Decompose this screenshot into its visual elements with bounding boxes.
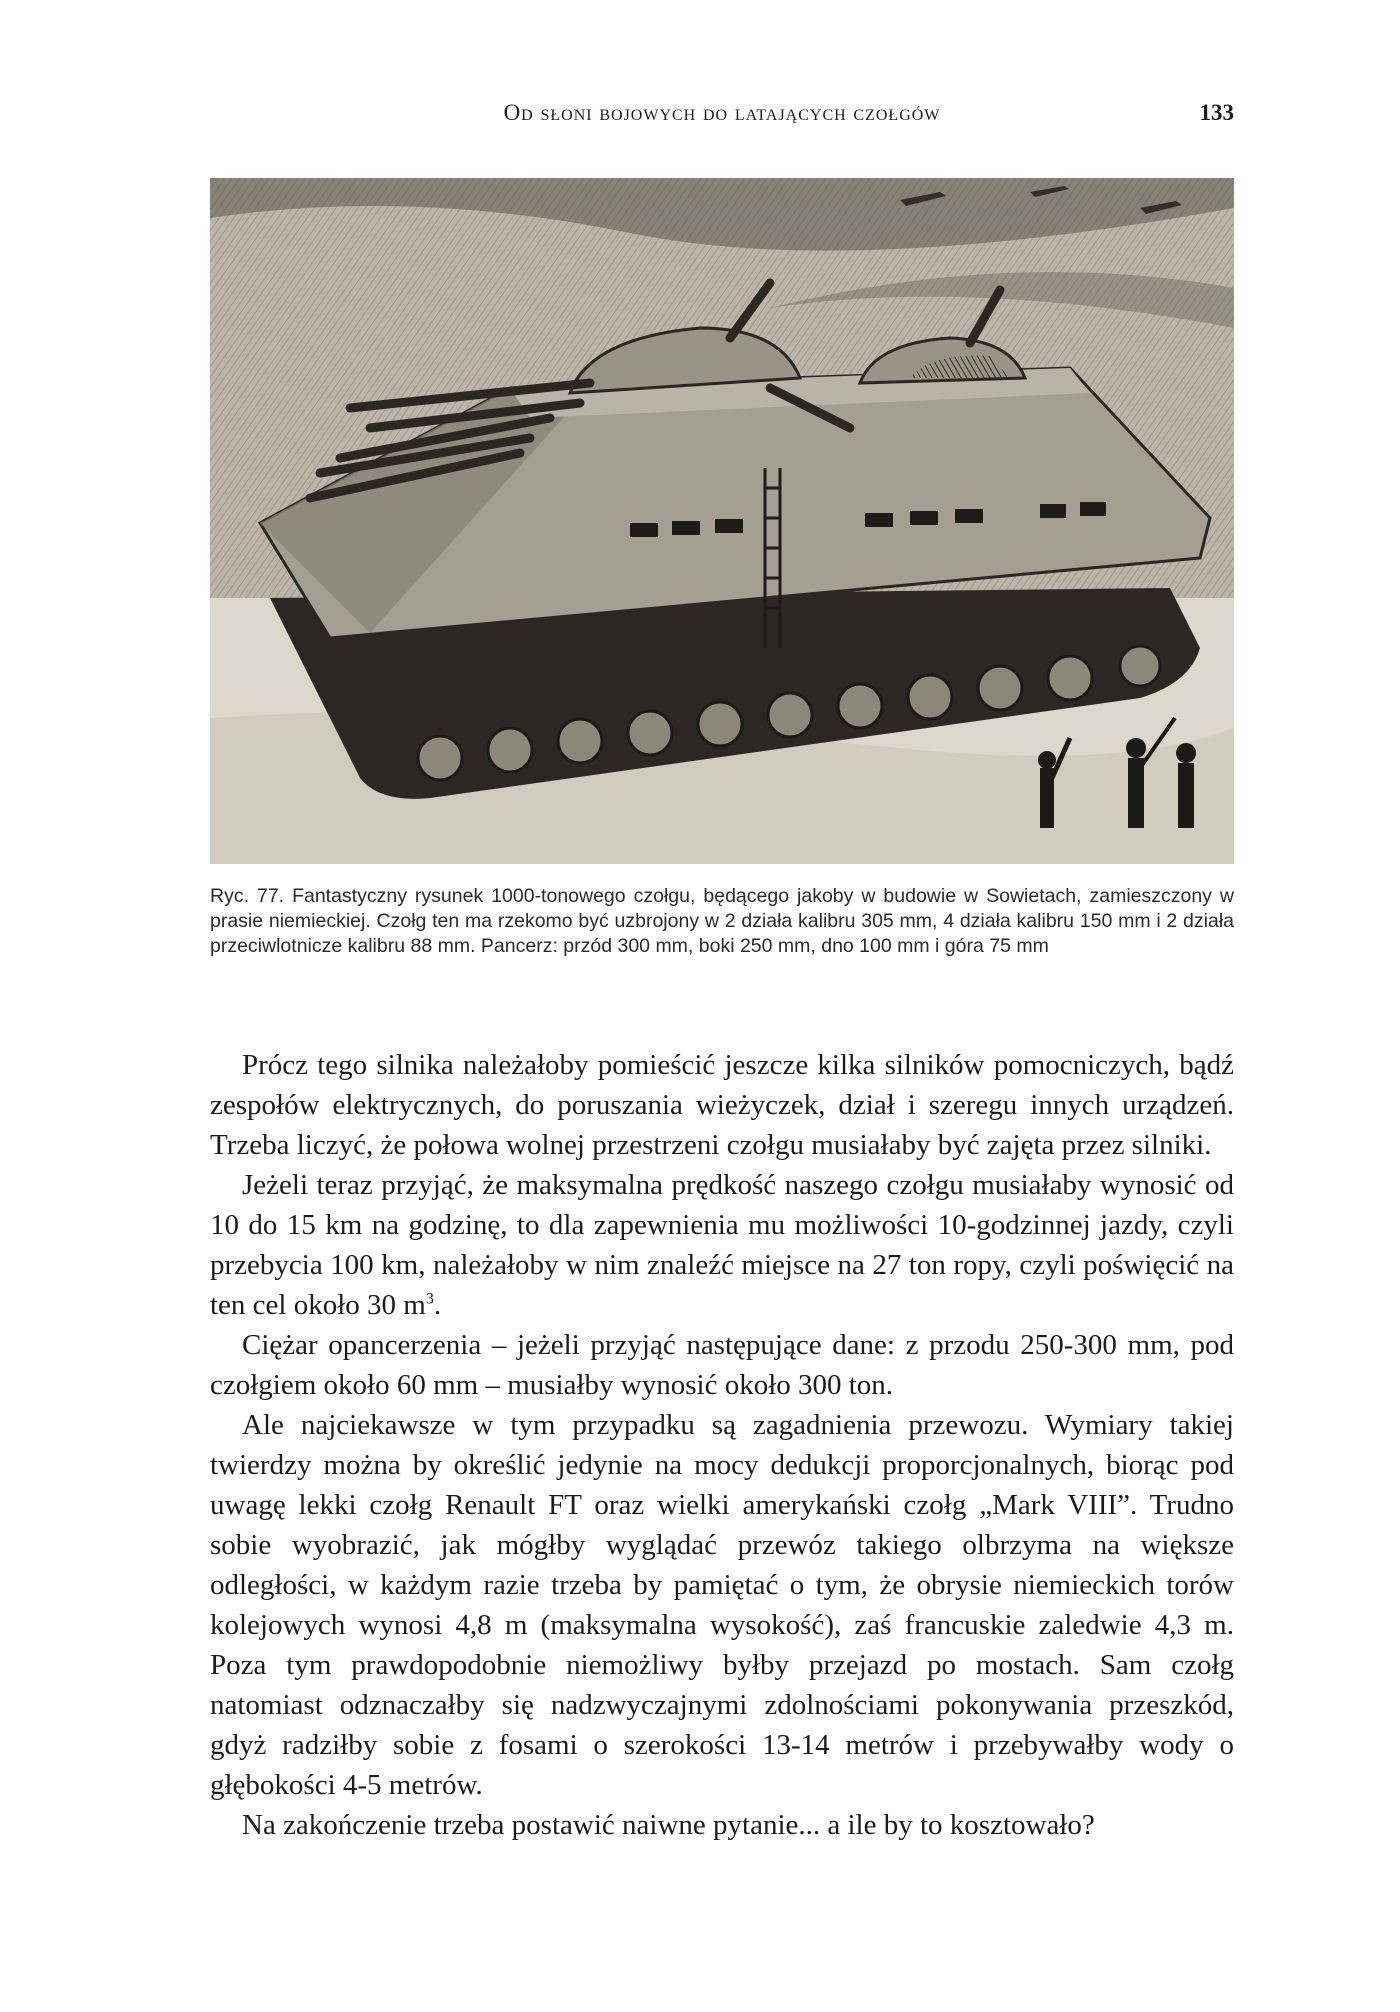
tank-drawing <box>210 178 1234 864</box>
figure-illustration <box>210 178 1234 864</box>
paragraph-5: Na zakończenie trzeba postawić naiwne pytanie... a ile by to kosztowało? <box>242 1809 1095 1841</box>
caption-text: Ryc. 77. Fantastyczny rysunek 1000-tonowego czołgu, będącego jakoby w budowie w Sowietach, zamieszczony w prasie niemieckiej. Czołg ten ma rzekomo być uzbrojony w 2 działa kalibru 305 mm, 4 działa kalibru 150 mm i 2 działa przeciwlotnicze kalibru 88 mm. Pancerz: przód 300 mm, boki 250 mm, dno 100 mm i góra 75 mm <box>210 885 1234 957</box>
body-text <box>210 1045 1234 1845</box>
paragraph-2 <box>210 1165 1234 1325</box>
figure-caption <box>210 884 1234 959</box>
superscript-cubic: 3 <box>425 1290 434 1308</box>
running-title: Od słoni bojowych do latających czołgów <box>503 100 941 125</box>
paragraph-2-tail: . <box>433 1289 442 1321</box>
paragraph-4: Ale najciekawsze w tym przypadku są zagadnienia przewozu. Wymiary takiej twierdzy można by określić jedynie na mocy dedukcji proporcjonalnych, biorąc pod uwagę lekki czołg Renault FT oraz wielki amerykański czołg „Mark VIII”. Trudno sobie wyobrazić, jak mógłby wyglądać przewóz takiego olbrzyma na większe odległości, w każdym razie trzeba by pamiętać o tym, że obrysie niemieckich torów kolejowych wynosi 4,8 m (maksymalna wysokość), zaś francuskie zaledwie 4,3 m. Poza tym prawdopodobnie niemożliwy byłby przejazd po mostach. Sam czołg natomiast odznaczałby się nadzwyczajnymi zdolnościami pokonywania przeszkód, gdyż radziłby sobie z fosami o szerokości 13-14 metrów i przebywałby wody o głębokości 4-5 metrów. <box>210 1409 1234 1801</box>
running-header <box>210 100 1234 140</box>
paragraph-1: Prócz tego silnika należałoby pomieścić jeszcze kilka silników pomocniczych, bądź zespołów elektrycznych, do poruszania wieżyczek, dział i szeregu innych urządzeń. Trzeba liczyć, że połowa wolnej przestrzeni czołgu musiałaby być zajęta przez silniki. <box>210 1049 1234 1161</box>
paragraph-2-text: Jeżeli teraz przyjąć, że maksymalna prędkość naszego czołgu musiałaby wynosić od 10 do 15 km na godzinę, to dla zapewnienia mu możliwości 10-godzinnej jazdy, czyli przebycia 100 km, należałoby w nim znaleźć miejsce na 27 ton ropy, czyli poświęcić na ten cel około 30 m <box>210 1169 1234 1321</box>
paragraph-3: Ciężar opancerzenia – jeżeli przyjąć następujące dane: z przodu 250-300 mm, pod czołgiem około 60 mm – musiałby wynosić około 300 ton. <box>210 1329 1234 1401</box>
page-number: 133 <box>1199 100 1234 125</box>
